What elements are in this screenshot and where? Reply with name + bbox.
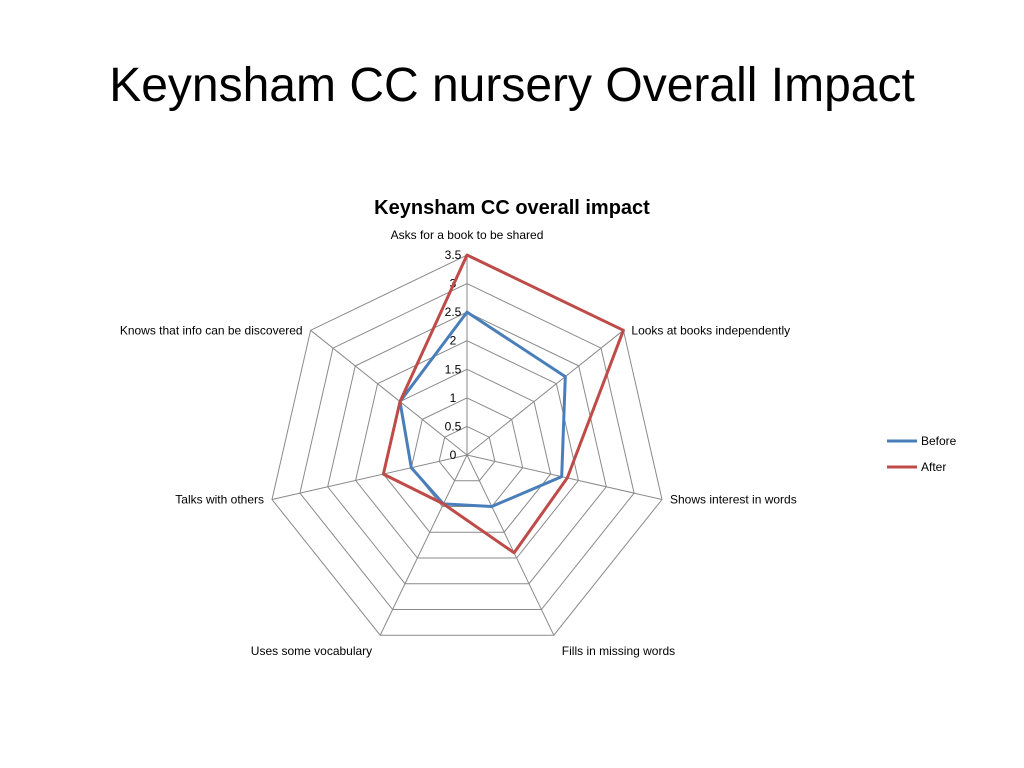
category-label: Looks at books independently (631, 323, 791, 338)
axis-spoke (272, 455, 467, 500)
tick-label: 3.5 (444, 248, 462, 262)
tick-label: 0.5 (444, 419, 462, 434)
category-label: Uses some vocabulary (250, 644, 373, 659)
legend (887, 434, 957, 474)
tick-label: 1.5 (444, 362, 462, 377)
tick-label: 2.5 (444, 305, 462, 320)
axis-spoke (311, 330, 467, 455)
category-label: Shows interest in words (670, 492, 797, 507)
tick-label: 1 (449, 390, 457, 405)
category-label: Fills in missing words (561, 644, 676, 659)
tick-label: 2 (449, 333, 457, 348)
category-label: Asks for a book to be shared (390, 228, 544, 242)
axis-spoke (467, 455, 662, 500)
tick-label: 0 (449, 448, 457, 462)
axis-spoke (467, 455, 554, 635)
legend-label: Before (921, 434, 957, 448)
chart-title: Keynsham CC overall impact (374, 197, 650, 219)
radial-tick-labels (445, 248, 462, 462)
tick-label: 3 (449, 276, 457, 291)
legend-label: After (921, 460, 947, 474)
category-label: Talks with others (175, 492, 264, 507)
category-label: Knows that info can be discovered (119, 323, 303, 338)
category-labels (120, 228, 797, 658)
slide-title: Keynsham CC nursery Overall Impact (109, 59, 915, 112)
